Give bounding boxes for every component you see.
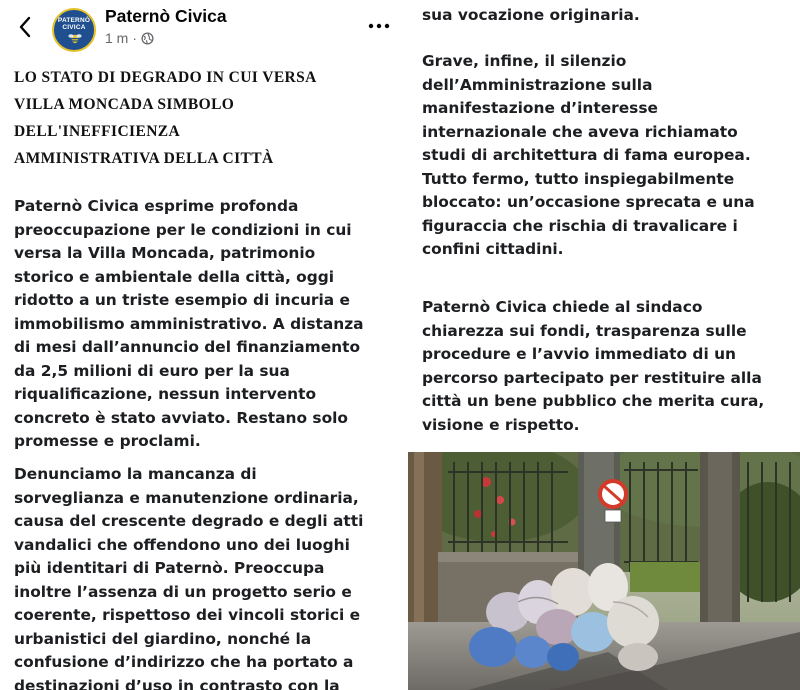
page-avatar[interactable] <box>52 8 96 52</box>
paragraph-4 <box>422 296 764 437</box>
headline-line: LO STATO DI DEGRADO IN CUI VERSA <box>14 69 317 86</box>
text-line: Tutto fermo, tutto inspiegabilmente <box>422 169 735 188</box>
text-line: storico e ambientale della città, oggi <box>14 267 335 286</box>
text-line: Paternò Civica chiede al sindaco <box>422 298 703 316</box>
text-line: figuraccia che rischia di travalicare i <box>422 216 738 235</box>
villa-gate-garbage-photo <box>408 452 800 690</box>
text-line: studi di architettura di fama europea. <box>422 146 751 164</box>
text-line: da 2,5 milioni di euro per la sua <box>14 361 290 380</box>
text-line: causa del crescente degrado e degli atti <box>14 512 364 530</box>
headline-line: AMMINISTRATIVA DELLA CITTÀ <box>14 150 274 167</box>
text-line: procedure e l’avvio immediato di un <box>422 345 736 363</box>
text-line: confini cittadini. <box>422 240 564 258</box>
text-line: immobilismo amministrativo. A distanza <box>14 314 364 333</box>
text-line: sorveglianza e manutenzione ordinaria, <box>14 488 359 507</box>
more-horizontal-icon <box>366 14 392 38</box>
text-line: preoccupazione per le condizioni in cui <box>14 220 352 239</box>
text-line: urbanistici del giardino, nonché la <box>14 629 312 648</box>
text-line: di mesi dall’annuncio del finanziamento <box>14 338 361 356</box>
text-line: chiarezza sui fondi, trasparenza sulle <box>422 321 747 340</box>
post-headline <box>14 64 394 172</box>
text-line: promesse e proclami. <box>14 432 201 450</box>
paragraph-2-continued <box>422 4 640 28</box>
text-line: concreto è stato avviato. Restano solo <box>14 408 348 427</box>
text-line: destinazioni d’uso in contrasto con la <box>14 676 340 690</box>
text-line: Denunciamo la mancanza di <box>14 465 257 483</box>
globe-icon <box>141 32 154 45</box>
headline-line: VILLA MONCADA SIMBOLO <box>14 96 235 113</box>
chevron-left-icon <box>14 12 38 42</box>
bee-logo-icon <box>68 32 82 44</box>
text-line: vandalici che offendono uno dei luoghi <box>14 535 350 554</box>
text-line: ridotto a un triste esempio di incuria e <box>14 291 350 309</box>
page-name[interactable]: Paternò Civica <box>105 6 227 26</box>
more-options-button[interactable] <box>366 14 392 38</box>
text-line: bloccato: un’occasione sprecata e una <box>422 193 755 211</box>
text-line: manifestazione d’interesse <box>422 99 658 117</box>
meta-separator: · <box>132 30 138 46</box>
headline-line: DELL'INEFFICIENZA <box>14 123 181 140</box>
text-line: percorso partecipato per restituire alla <box>422 368 762 387</box>
text-line: confusione d’indirizzo che ha portato a <box>14 653 354 671</box>
text-line: versa la Villa Moncada, patrimonio <box>14 244 316 262</box>
text-line: riqualificazione, nessun intervento <box>14 385 317 403</box>
post-meta <box>105 30 154 46</box>
text-line: città un bene pubblico che merita cura, <box>422 392 765 410</box>
text-line: coerente, rispettoso dei vincoli storici e <box>14 606 361 624</box>
text-line: inoltre l’assenza di un progetto serio e <box>14 582 352 601</box>
avatar-logo-text: PATERNÒ CIVICA <box>57 17 91 31</box>
text-line: sua vocazione originaria. <box>422 6 640 24</box>
post-photo[interactable] <box>408 452 800 690</box>
back-button[interactable] <box>14 12 38 42</box>
text-line: Paternò Civica esprime profonda <box>14 197 299 215</box>
text-line: internazionale che aveva richiamato <box>422 122 738 141</box>
post-right-column <box>400 0 800 690</box>
paragraph-3 <box>422 50 755 262</box>
paragraph-1 <box>14 195 364 454</box>
post-time[interactable]: 1 m <box>105 30 129 46</box>
post-header <box>0 0 400 58</box>
text-line: visione e rispetto. <box>422 415 580 434</box>
paragraph-2 <box>14 463 363 690</box>
text-line: Grave, infine, il silenzio <box>422 52 627 70</box>
text-line: dell’Amministrazione sulla <box>422 75 653 94</box>
text-line: più identitari di Paternò. Preoccupa <box>14 559 325 577</box>
